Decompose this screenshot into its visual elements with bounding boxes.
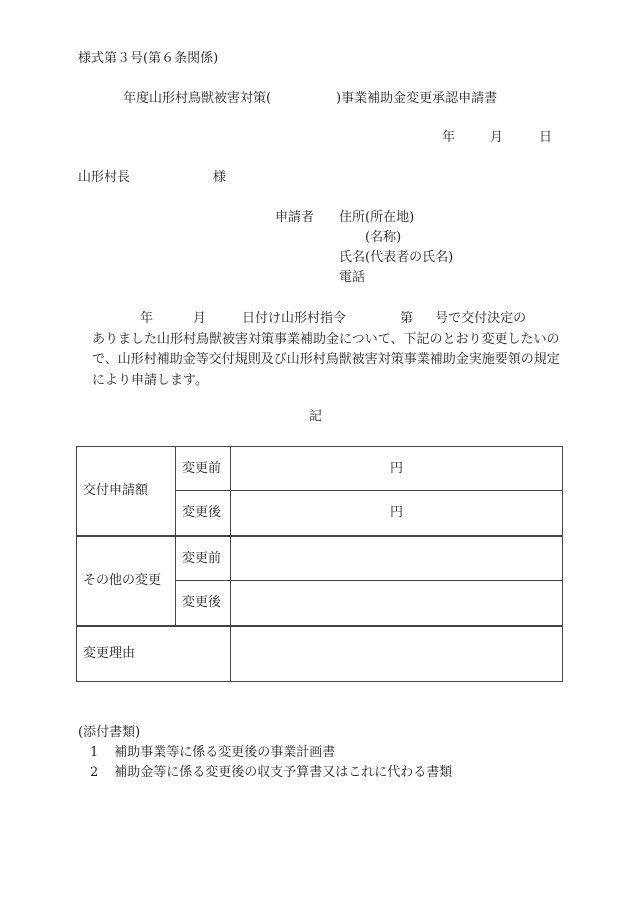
grant-before-value[interactable] <box>231 447 563 491</box>
applicant-label: 申請者 <box>275 210 315 225</box>
attachment-item <box>90 766 452 779</box>
attachment-text: 補助金等に係る変更後の収支予算書又はこれに代わる書類 <box>114 765 453 780</box>
reason-value[interactable] <box>231 626 563 682</box>
grant-after-label: 変更後 <box>176 491 231 536</box>
applicant-name: (名称) <box>365 230 402 245</box>
table-row <box>77 447 563 491</box>
grant-after-unit: 円 <box>389 505 403 521</box>
date-year: 年 <box>442 130 456 145</box>
other-before-label: 変更前 <box>176 536 231 581</box>
change-table <box>76 446 563 682</box>
body-paragraph <box>92 309 562 391</box>
attachment-number: 1 <box>90 745 99 760</box>
other-changes-label: その他の変更 <box>77 536 176 626</box>
body-number-suffix: 号で交付決定の <box>435 311 527 326</box>
body-number-prefix: 第 <box>400 311 414 326</box>
grant-before-label: 変更前 <box>176 447 231 491</box>
body-designation: 日付け山形村指令 <box>242 311 347 326</box>
grant-after-value[interactable] <box>231 491 563 536</box>
addressee-honorific: 様 <box>213 170 227 185</box>
body-first-line <box>92 309 562 330</box>
attachment-item <box>90 746 335 759</box>
grant-amount-label: 交付申請額 <box>77 447 176 536</box>
table-row <box>77 536 563 581</box>
attachments-heading: (添付書類) <box>78 725 141 740</box>
attachment-text: 補助事業等に係る変更後の事業計画書 <box>114 745 336 760</box>
other-after-value[interactable] <box>231 581 563 626</box>
applicant-phone: 電話 <box>339 270 366 285</box>
title-prefix: 年度山形村鳥獣被害対策( <box>123 91 272 106</box>
body-year: 年 <box>140 311 154 326</box>
body-continuation: ありました山形村鳥獣被害対策事業補助金について、下記のとおり変更したいので、山形村補助金等交付規則及び山形村鳥獣被害対策事業補助金実施要領の規定により申請します。 <box>92 331 560 388</box>
body-month: 月 <box>193 311 207 326</box>
table-row <box>77 626 563 682</box>
form-number: 様式第３号(第６条関係) <box>78 51 219 66</box>
ki-heading: 記 <box>309 409 323 424</box>
reason-label: 変更理由 <box>77 626 231 682</box>
grant-before-unit: 円 <box>389 461 403 476</box>
addressee-name: 山形村長 <box>78 170 131 185</box>
title-suffix: )事業補助金変更承認申請書 <box>336 91 498 106</box>
applicant-address: 住所(所在地) <box>339 210 415 225</box>
other-after-label: 変更後 <box>176 581 231 626</box>
applicant-representative: 氏名(代表者の氏名) <box>339 250 454 265</box>
date-month: 月 <box>490 130 504 145</box>
attachment-number: 2 <box>90 765 99 780</box>
date-day: 日 <box>539 130 553 145</box>
other-before-value[interactable] <box>231 536 563 581</box>
